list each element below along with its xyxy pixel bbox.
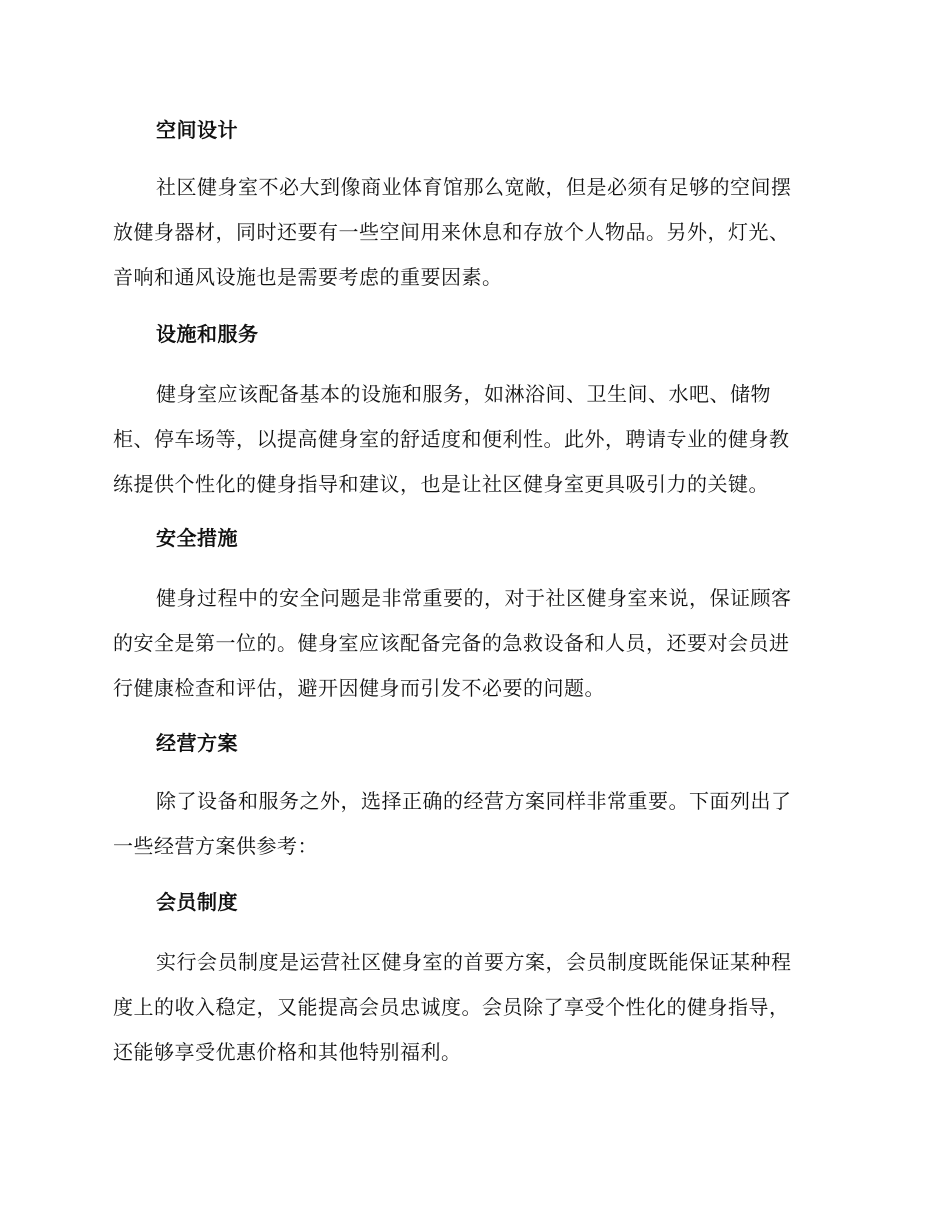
section-heading: 安全措施 [156,526,238,550]
section-space-design [113,116,833,300]
paragraph-line: 健身室应该配备基本的设施和服务，如淋浴间、卫生间、水吧、储物 [156,382,771,406]
section-business-plan [113,729,833,869]
section-paragraph [113,165,833,300]
section-heading: 设施和服务 [156,322,259,346]
paragraph-line: 社区健身室不必大到像商业体育馆那么宽敞，但是必须有足够的空间摆 [156,175,792,199]
paragraph-line: 音响和通风设施也是需要考虑的重要因素。 [113,265,503,289]
paragraph-line: 除了设备和服务之外，选择正确的经营方案同样非常重要。下面列出了 [156,789,792,813]
paragraph-line: 实行会员制度是运营社区健身室的首要方案，会员制度既能保证某种程 [156,950,792,974]
section-paragraph [113,372,833,507]
section-heading: 经营方案 [156,731,238,755]
section-heading: 空间设计 [156,118,238,142]
section-facilities-services [113,320,833,507]
section-paragraph [113,576,833,711]
section-heading: 会员制度 [156,890,238,914]
section-membership [113,888,833,1075]
section-paragraph [113,940,833,1075]
section-safety-measures [113,524,833,711]
section-paragraph [113,779,833,869]
paragraph-line: 行健康检查和评估，避开因健身而引发不必要的问题。 [113,676,605,700]
paragraph-line: 练提供个性化的健身指导和建议，也是让社区健身室更具吸引力的关键。 [113,472,769,496]
paragraph-line: 的安全是第一位的。健身室应该配备完备的急救设备和人员，还要对会员进 [113,631,790,655]
paragraph-line: 一些经营方案供参考： [113,834,318,858]
paragraph-line: 柜、停车场等，以提高健身室的舒适度和便利性。此外，聘请专业的健身教 [113,427,790,451]
paragraph-line: 度上的收入稳定，又能提高会员忠诚度。会员除了享受个性化的健身指导， [113,995,790,1019]
paragraph-line: 还能够享受优惠价格和其他特别福利。 [113,1040,462,1064]
paragraph-line: 健身过程中的安全问题是非常重要的，对于社区健身室来说，保证顾客 [156,586,792,610]
paragraph-line: 放健身器材，同时还要有一些空间用来休息和存放个人物品。另外，灯光、 [113,220,790,244]
